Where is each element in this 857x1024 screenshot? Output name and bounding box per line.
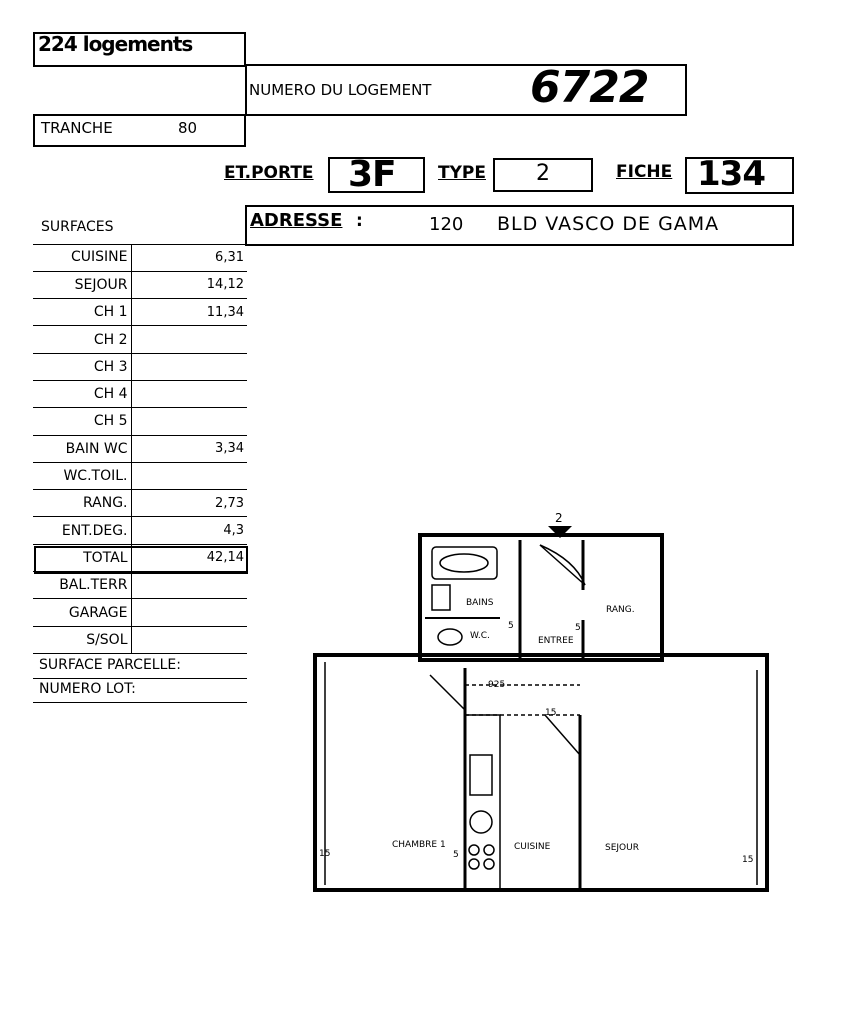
surface-row [33,462,247,489]
surface-row-value [131,353,247,380]
surface-row-label: BAL.TERR [33,572,131,599]
surface-row-label: ENT.DEG. [33,517,131,544]
surface-row [33,435,247,462]
etporte-label: ET.PORTE [224,163,314,183]
surface-row-label: S/SOL [33,626,131,653]
surface-row [33,271,247,298]
surface-row-label: RANG. [33,490,131,517]
plan-sejour-label: SEJOUR [605,843,639,853]
type-label: TYPE [438,163,486,183]
surface-row [33,408,247,435]
surface-row-label: CH 5 [33,408,131,435]
surface-row-value [131,380,247,407]
surface-row-value [131,626,247,653]
address-street: BLD VASCO DE GAMA [497,213,720,235]
surface-row [33,380,247,407]
total-highlight-box [34,546,248,574]
surface-row-label: TOTAL [33,544,131,571]
surface-row-value: 4,3 [131,517,247,544]
lot-rule [33,702,247,703]
plan-dim-15a: 15 [319,849,331,859]
surface-row-label: SEJOUR [33,271,131,298]
surface-row-value [131,326,247,353]
parcelle-rule [33,678,247,679]
numero-label: NUMERO DU LOGEMENT [249,81,432,99]
surface-row-value [131,408,247,435]
address-colon: : [356,211,363,231]
surface-row-label: CH 3 [33,353,131,380]
surface-parcelle-label: SURFACE PARCELLE: [39,657,181,673]
plan-dim-15b: 15 [742,855,754,865]
surface-row-label: CH 1 [33,299,131,326]
plan-rang-label: RANG. [606,605,635,615]
plan-dim-5c: 5 [453,850,459,860]
surface-row-value [131,462,247,489]
address-number: 120 [429,214,464,235]
surface-row-value: 11,34 [131,299,247,326]
surfaces-table [33,244,247,654]
plan-entree-label: ENTREE [538,636,574,646]
type-value: 2 [536,161,550,186]
floor-plan [300,500,780,920]
surface-row-label: CUISINE [33,244,131,271]
plan-bains-label: BAINS [466,598,494,608]
surface-row-value: 14,12 [131,271,247,298]
surface-row [33,599,247,626]
surface-row-label: CH 4 [33,380,131,407]
surface-row [33,326,247,353]
plan-outer-lower [315,655,767,890]
numero-value: 6722 [530,62,649,113]
tranche-value: 80 [178,119,198,137]
surface-row [33,299,247,326]
etporte-value: 3F [348,154,396,195]
logements-text: 224 logements [38,32,193,56]
plan-wc-label: W.C. [470,631,490,641]
fiche-value: 134 [697,154,765,194]
plan-dim-5a: 5 [508,621,514,631]
surface-row-value: 2,73 [131,490,247,517]
surface-row [33,626,247,653]
numero-lot-label: NUMERO LOT: [39,681,136,697]
surface-row [33,517,247,544]
plan-dim-5b: 5 [575,623,581,633]
surface-row-label: GARAGE [33,599,131,626]
surface-row-label: CH 2 [33,326,131,353]
surface-row-value [131,599,247,626]
surface-row-value: 6,31 [131,244,247,271]
surface-row-value: 42,14 [131,544,247,571]
surface-row [33,490,247,517]
address-label: ADRESSE [250,210,343,231]
plan-cuisine-label: CUISINE [514,842,551,852]
surface-row [33,244,247,271]
plan-dim-15c: 15 [545,708,557,718]
fiche-label: FICHE [616,162,673,182]
surface-row [33,572,247,599]
surface-row-label: BAIN WC [33,435,131,462]
plan-dim-925: 925 [488,680,506,690]
surface-row-value: 3,34 [131,435,247,462]
surface-row-label: WC.TOIL. [33,462,131,489]
surfaces-title: SURFACES [41,219,114,235]
plan-chambre-label: CHAMBRE 1 [392,840,446,850]
surface-row [33,353,247,380]
surface-row-value [131,572,247,599]
plan-marker-label: 2 [555,511,563,525]
tranche-label: TRANCHE [41,119,113,137]
